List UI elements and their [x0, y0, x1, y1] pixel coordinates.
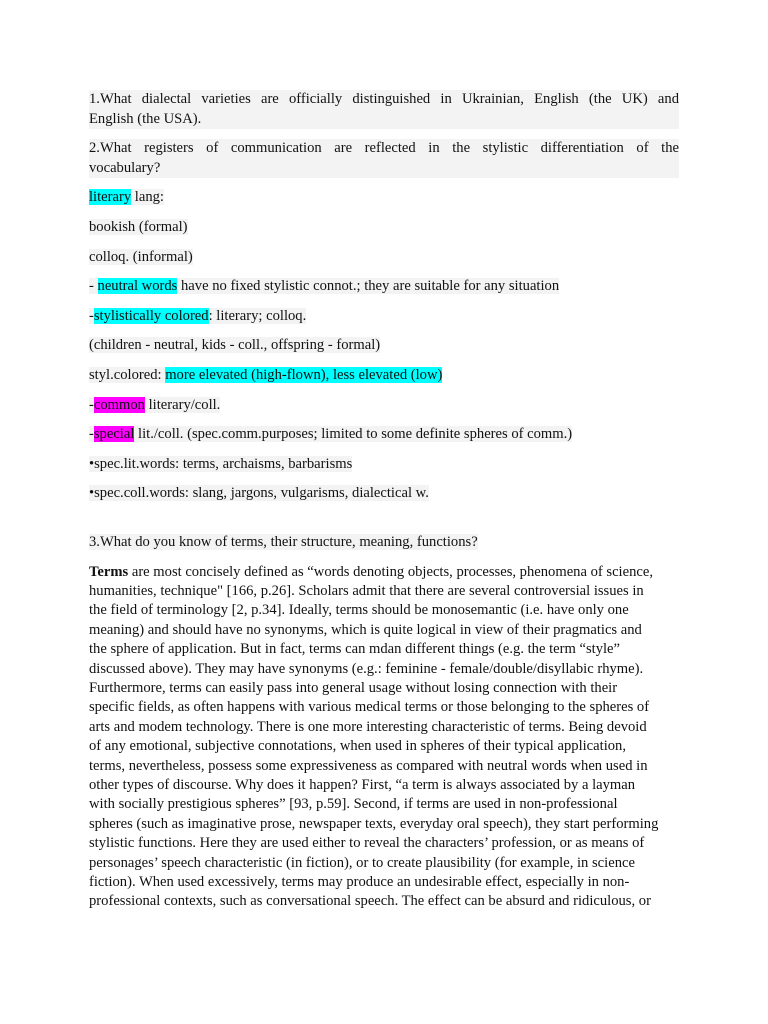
- highlight-more-elevated: more elevated (high-flown), less elevated (low): [165, 366, 443, 383]
- item-speclit-text: •spec.lit.words: terms, archaisms, barbarisms: [89, 455, 353, 472]
- highlight-literary: literary: [89, 189, 132, 206]
- terms-line: humanities, technique" [166, p.26]. Scholars admit that there are several controversial issues in: [89, 582, 644, 599]
- terms-line: arts and modem technology. There is one more interesting characteristic of terms. Being devoid: [89, 718, 647, 735]
- item-spec-coll-words: [89, 484, 679, 504]
- terms-paragraph: [89, 563, 679, 912]
- item-children: [89, 336, 679, 356]
- item-common: [89, 396, 679, 416]
- item-stylistically-colored: [89, 307, 679, 327]
- item-common-rest: literary/coll.: [144, 396, 221, 413]
- terms-line-0: [89, 563, 679, 582]
- item-speccoll-text: •spec.coll.words: slang, jargons, vulgarisms, dialectical w.: [89, 485, 429, 502]
- highlight-neutral-words: neutral words: [97, 278, 178, 295]
- terms-line: the field of terminology [2, p.34]. Ideally, terms should be monosemantic (i.e. have only one: [89, 602, 629, 619]
- terms-line: personages’ speech characteristic (in fiction), or to create plausibility (for example, in science: [89, 854, 635, 871]
- item-neutral-rest: have no fixed stylistic connot.; they are suitable for any situation: [177, 278, 560, 295]
- item-common-prefix: -: [89, 396, 94, 413]
- question-2: [89, 139, 679, 178]
- terms-heading: Terms: [89, 563, 129, 580]
- highlight-common: common: [93, 396, 145, 413]
- question-3: [89, 533, 679, 553]
- terms-line: of any emotional, subjective connotations, when used in spheres of their typical application,: [89, 738, 626, 755]
- terms-line-0-text: are most concisely defined as “words denoting objects, processes, phenomena of science,: [128, 563, 653, 580]
- item-colloq-text: colloq. (informal): [89, 248, 193, 265]
- item-styl-prefix: -: [89, 307, 94, 324]
- terms-line: other types of discourse. Why does it happen? First, “a term is always associated by a layman: [89, 776, 636, 793]
- item-styl-rest: : literary; colloq.: [208, 307, 307, 324]
- item-bookish-text: bookish (formal): [89, 218, 188, 235]
- terms-line: the sphere of application. But in fact, terms can mdan different things (e.g. the term “style”: [89, 641, 621, 658]
- item-literary-rest: lang:: [131, 189, 164, 206]
- question-3-text: 3.What do you know of terms, their structure, meaning, functions?: [89, 533, 478, 550]
- item-special: [89, 425, 679, 445]
- question-2-line-1: 2.What registers of communication are reflected in the stylistic differentiation of the: [89, 140, 679, 157]
- item-special-rest: lit./coll. (spec.comm.purposes; limited to some definite spheres of comm.): [134, 426, 573, 443]
- item-colloq: [89, 248, 679, 268]
- item-stylcol-prefix: styl.colored:: [89, 366, 166, 383]
- terms-line: with socially prestigious spheres” [93, p.59]. Second, if terms are used in non-professional: [89, 796, 618, 813]
- terms-line: professional contexts, such as conversational speech. The effect can be absurd and ridiculous, or: [89, 893, 651, 910]
- question-1-line-1: 1.What dialectal varieties are officially distinguished in Ukrainian, English (the UK) and: [89, 91, 679, 107]
- item-bookish: [89, 218, 679, 238]
- item-neutral-prefix: -: [89, 278, 98, 295]
- terms-line: meaning) and should have no synonyms, which is quite logical in view of their pragmatics and: [89, 621, 642, 638]
- document-page: [89, 90, 679, 912]
- question-1: [89, 90, 679, 129]
- terms-line: fiction). When used excessively, terms may produce an undesirable effect, especially in non-: [89, 874, 630, 890]
- question-2-line-2: vocabulary?: [89, 159, 161, 176]
- item-special-prefix: -: [89, 426, 94, 443]
- item-neutral: [89, 277, 679, 297]
- terms-line: terms, nevertheless, possess some expressiveness as compared with neutral words when used in: [89, 757, 648, 774]
- highlight-stylistically-colored: stylistically colored: [93, 307, 209, 324]
- blank-line: [89, 514, 679, 533]
- terms-line: specific fields, as often happens with various medical terms or those belonging to the spheres of: [89, 699, 650, 716]
- item-spec-lit-words: [89, 455, 679, 475]
- terms-line: discussed above). They may have synonyms (e.g.: feminine - female/double/disyllabic rhyme).: [89, 660, 644, 677]
- terms-line: spheres (such as imaginative prose, newspaper texts, everyday oral speech), they start performing: [89, 815, 659, 832]
- terms-line: Furthermore, terms can easily pass into general usage without losing connection with their: [89, 679, 618, 696]
- item-children-text: (children - neutral, kids - coll., offspring - formal): [89, 337, 381, 354]
- item-literary: [89, 188, 679, 208]
- item-styl-colored: [89, 366, 679, 386]
- question-1-line-2: English (the USA).: [89, 110, 202, 127]
- highlight-special: special: [93, 426, 135, 443]
- terms-line: stylistic functions. Here they are used either to reveal the characters’ profession, or as means of: [89, 835, 645, 852]
